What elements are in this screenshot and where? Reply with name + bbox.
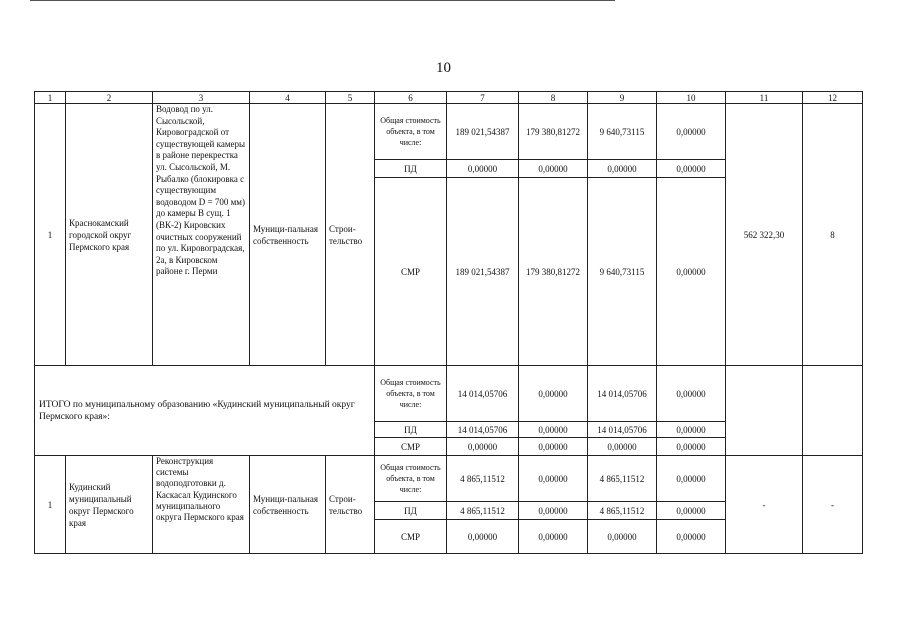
header-cell: 1 (35, 92, 66, 104)
table-row (35, 456, 863, 502)
table-row (35, 104, 863, 160)
smr-label: СМР (375, 520, 447, 554)
header-row (35, 92, 863, 104)
value-cell: 0,00000 (519, 160, 588, 178)
value-cell: 0,00000 (519, 502, 588, 520)
header-cell: 10 (657, 92, 726, 104)
value-cell: 0,00000 (447, 438, 519, 456)
value-cell: 0,00000 (657, 160, 726, 178)
value-cell: 0,00000 (519, 366, 588, 422)
col12-cell: 8 (803, 104, 863, 366)
col11-cell: 562 322,30 (726, 104, 803, 366)
total-label: ИТОГО по муниципальному образованию «Кудинский муниципальный округ Пермского края»: (35, 366, 375, 456)
value-cell: 0,00000 (588, 438, 657, 456)
cost-label: Общая стоимость объекта, в том числе: (375, 104, 447, 160)
page-number: 10 (436, 60, 451, 76)
pd-label: ПД (375, 502, 447, 520)
municipality-cell: Кудинский муниципальный округ Пермского края (66, 456, 153, 554)
value-cell: 4 865,11512 (588, 502, 657, 520)
value-cell: 14 014,05706 (588, 422, 657, 438)
ownership-cell: Муници-пальная собственность (250, 456, 326, 554)
value-cell: 14 014,05706 (447, 422, 519, 438)
value-cell: 0,00000 (657, 366, 726, 422)
value-cell: 0,00000 (657, 438, 726, 456)
header-cell: 2 (66, 92, 153, 104)
header-cell: 11 (726, 92, 803, 104)
value-cell: 0,00000 (657, 456, 726, 502)
value-cell: 0,00000 (519, 520, 588, 554)
total-row (35, 366, 863, 422)
top-rule (30, 0, 615, 1)
empty-cell (803, 366, 863, 456)
header-cell: 9 (588, 92, 657, 104)
value-cell: 0,00000 (447, 160, 519, 178)
header-cell: 8 (519, 92, 588, 104)
value-cell: 0,00000 (588, 160, 657, 178)
value-cell: 189 021,54387 (447, 178, 519, 366)
cost-label: Общая стоимость объекта, в том числе: (375, 456, 447, 502)
value-cell: 0,00000 (588, 520, 657, 554)
value-cell: 189 021,54387 (447, 104, 519, 160)
header-cell: 12 (803, 92, 863, 104)
ownership-cell: Муници-пальная собственность (250, 104, 326, 366)
header-cell: 6 (375, 92, 447, 104)
value-cell: 0,00000 (657, 502, 726, 520)
empty-cell (726, 366, 803, 456)
value-cell: 0,00000 (447, 520, 519, 554)
municipality-cell: Краснокамский городской округ Пермского края (66, 104, 153, 366)
object-cell: Реконструкция системы водоподготовки д. Каскасал Кудинского муниципального округа Пермского края (153, 456, 250, 554)
value-cell: 0,00000 (657, 422, 726, 438)
object-cell: Водовод по ул. Сысольской, Кировоградской от существующей камеры в районе перекрестка ул. Сысольской, М. Рыбалко (блокировка с существующим водоводом D = 700 мм) до камеры В сущ. 1 (ВК-2) Кировских очистных сооружений по ул. Кировоградская, 2а, в Кировском районе г. Перми (153, 104, 250, 366)
value-cell: 14 014,05706 (588, 366, 657, 422)
smr-label: СМР (375, 178, 447, 366)
col12-cell: - (803, 456, 863, 554)
value-cell: 0,00000 (657, 520, 726, 554)
header-cell: 4 (250, 92, 326, 104)
pd-label: ПД (375, 422, 447, 438)
value-cell: 179 380,81272 (519, 104, 588, 160)
row-number: 1 (35, 456, 66, 554)
pd-label: ПД (375, 160, 447, 178)
value-cell: 0,00000 (657, 104, 726, 160)
data-table (34, 91, 863, 554)
row-number: 1 (35, 104, 66, 366)
header-cell: 5 (326, 92, 375, 104)
value-cell: 0,00000 (519, 438, 588, 456)
col11-cell: - (726, 456, 803, 554)
smr-label: СМР (375, 438, 447, 456)
value-cell: 14 014,05706 (447, 366, 519, 422)
value-cell: 4 865,11512 (447, 456, 519, 502)
work-type-cell: Строи-тельство (326, 104, 375, 366)
value-cell: 9 640,73115 (588, 104, 657, 160)
value-cell: 9 640,73115 (588, 178, 657, 366)
header-cell: 7 (447, 92, 519, 104)
value-cell: 0,00000 (519, 456, 588, 502)
value-cell: 0,00000 (519, 422, 588, 438)
value-cell: 0,00000 (657, 178, 726, 366)
cost-label: Общая стоимость объекта, в том числе: (375, 366, 447, 422)
header-cell: 3 (153, 92, 250, 104)
value-cell: 4 865,11512 (588, 456, 657, 502)
value-cell: 179 380,81272 (519, 178, 588, 366)
value-cell: 4 865,11512 (447, 502, 519, 520)
work-type-cell: Строи-тельство (326, 456, 375, 554)
